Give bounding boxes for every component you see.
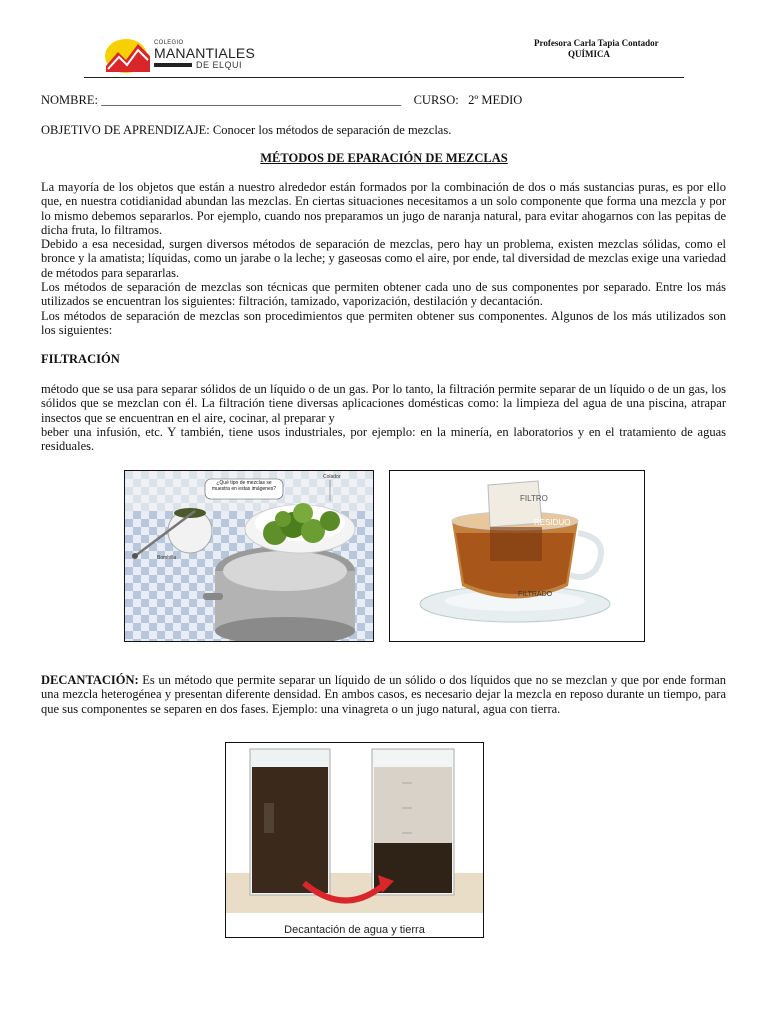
teacher-name: Profesora Carla Tapia Contador [534,38,659,48]
logo-small-text: COLEGIO [154,40,184,46]
decantacion-heading: DECANTACIÓN: [41,673,139,687]
nombre-blank[interactable]: ________________________________________________ [101,93,402,107]
filtro-label: FILTRO [520,494,548,503]
decantacion-paragraph [41,673,726,716]
logo-sub-text: DE ELQUI [196,60,243,70]
bombilla-label: Bombilla [157,555,177,561]
objetivo-text: Conocer los métodos de separación de mezclas. [212,123,452,137]
logo-main-text: MANANTIALES [154,45,255,61]
logo-bar [154,63,192,67]
nombre-line [41,93,522,107]
residuo-label: RESIDUO [534,518,571,527]
page-title: MÉTODOS DE EPARACIÓN DE MEZCLAS [260,151,508,165]
image-question-bubble: ¿Qué tipo de mezclas se muestra en estas imágenes? [211,480,277,492]
subject-name: QUÍMICA [568,49,610,59]
colador-label: Colador [323,474,341,480]
objetivo-label: OBJETIVO DE APRENDIZAJE: [41,123,210,137]
teacher-block [534,38,659,60]
decantation-caption: Decantación de agua y tierra [284,924,425,936]
objetivo-line [41,123,451,137]
filtrado-label: FILTRADO [518,591,553,598]
header-divider [84,77,684,78]
school-logo [104,36,254,76]
filtracion-heading: FILTRACIÓN [41,352,120,366]
decantacion-text: Es un método que permite separar un líquido de un sólido o dos líquidos que no se mezclan y que por ende forman una mezcla heterogénea y presentan diferente densidad. En ambos casos, es necesario dejar la mezcla en reposo durante un tiempo, para que sus componentes se separen en dos fases. Ejemplo: una vinagreta o un jugo natural, agua con tierra. [41,673,726,716]
colander-image [124,470,374,642]
curso-value: 2º MEDIO [468,93,523,107]
curso-label: CURSO: [413,93,459,107]
filtracion-paragraph: método que se usa para separar sólidos de un líquido o de un gas. Por lo tanto, la filtración permite separar de un líquido o de un gas, los sólidos que se mezclan con él. La filtración tiene diversas aplicaciones domésticas como: la limpieza del agua de una piscina, atrapar insectos que se encuentran en el aire, cocinar, al preparar y beber una infusión, etc. Y también, tiene usos industriales, por ejemplo: en la minería, en laboratorios y en el tratamiento de aguas residuales. [41,382,726,454]
tea-filter-image [389,470,645,642]
intro-paragraph: La mayoría de los objetos que están a nuestro alrededor están formados por la combinación de dos o más sustancias puras, es por ello que, en nuestra cotidianidad abundan las mezclas. En ciertas situaciones necesitamos a un solo componente que forma una mezcla y por lo mismo debemos separarlos. Por ejemplo, cuando nos preparamos un jugo de naranja natural, para evitar ahogarnos con las pepitas de dicha fruta, lo filtramos. Debido a esa necesidad, surgen diversos métodos de separación de mezclas, pero hay un problema, existen mezclas sólidas, como el bronce y la amatista; líquidas, como un jarabe o la leche; y gaseosas como el aire, por ende, tal diversidad de mezclas exige una variedad de métodos para separarlas. Los métodos de separación de mezclas son técnicas que permiten obtener cada uno de sus componentes por separado. Entre los más utilizados se encuentran los siguientes: filtración, tamizado, vaporización, destilación y decantación. Los métodos de separación de mezclas son procedimientos que permiten obtener sus componentes. Algunos de los más utilizados son los siguientes: [41,180,726,337]
logo-emblem-icon [104,36,154,76]
nombre-label: NOMBRE: [41,93,98,107]
decantation-image [225,742,484,938]
